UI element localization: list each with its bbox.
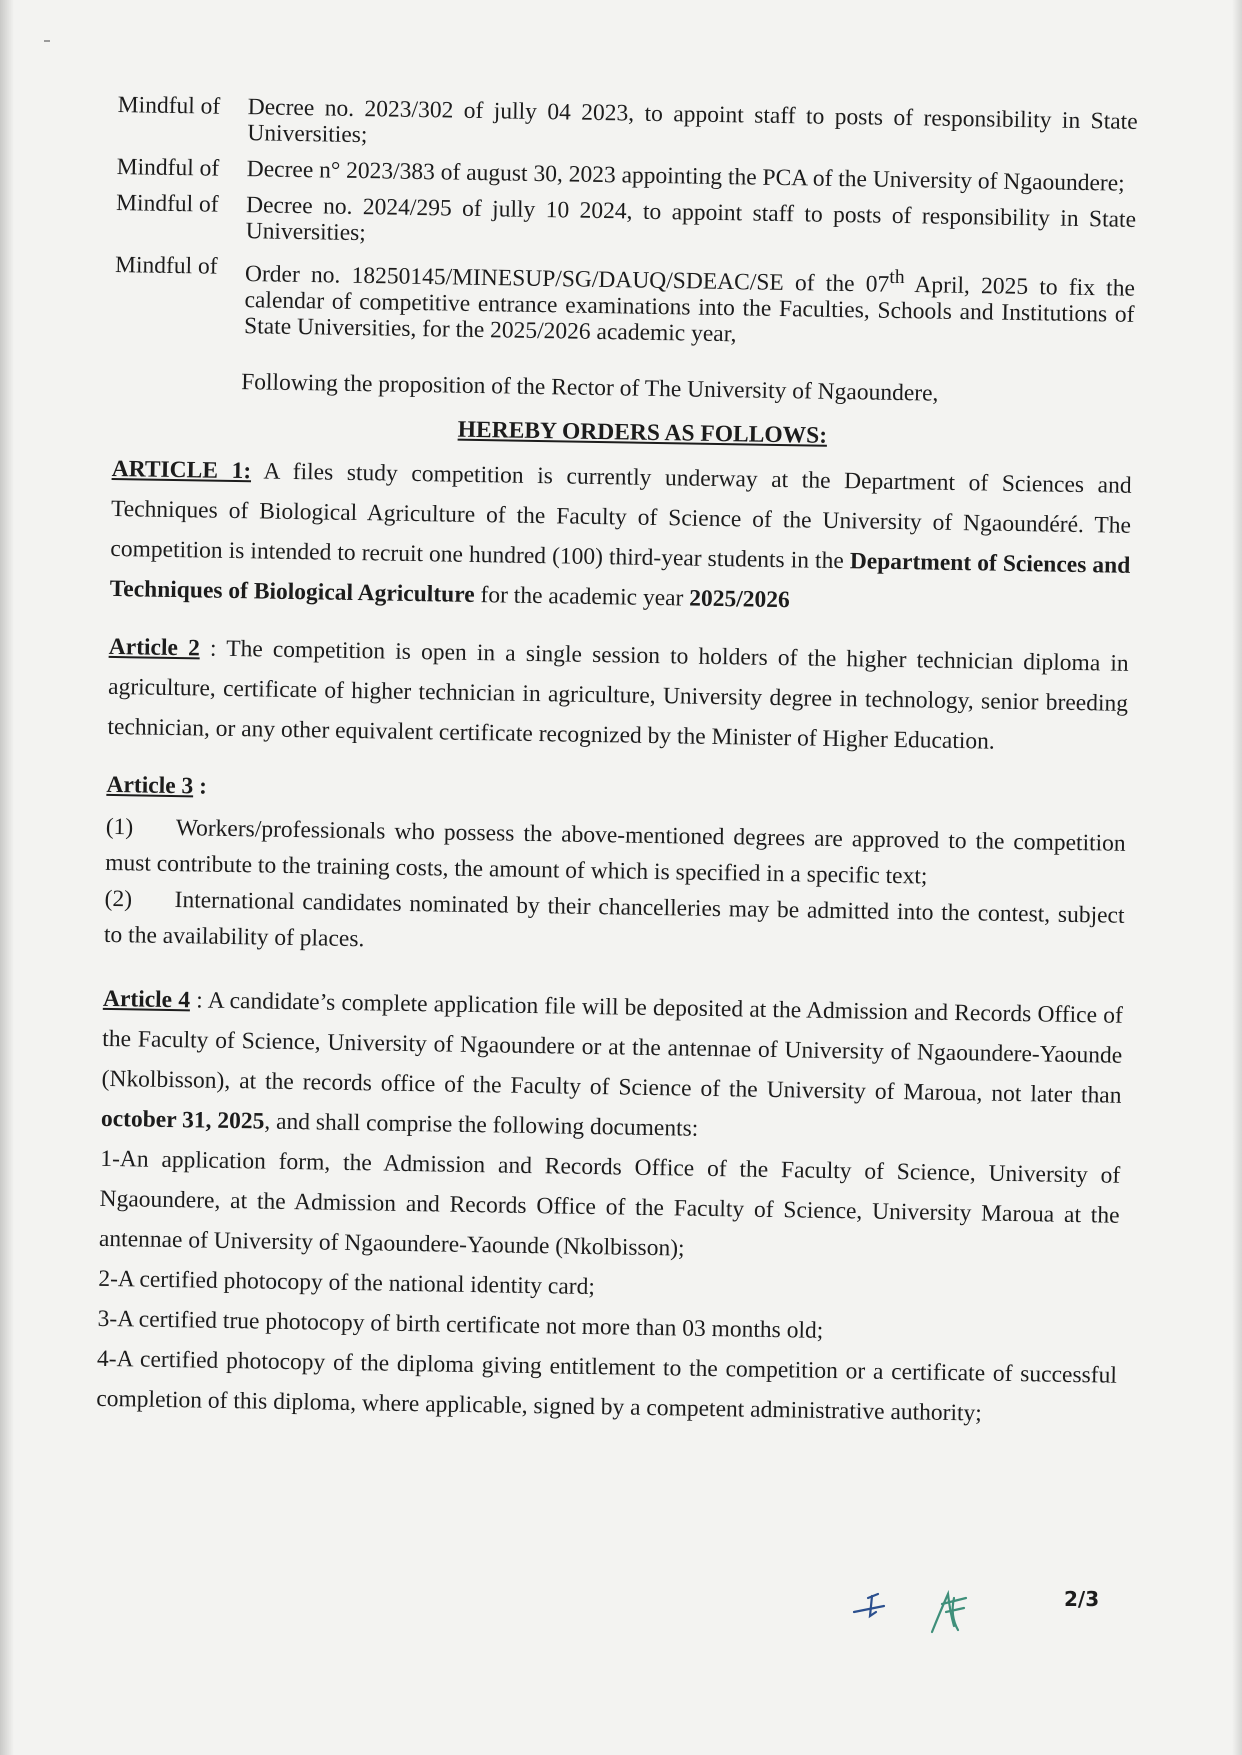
article-1 (109, 449, 1132, 626)
mindful-label: Mindful of (114, 251, 218, 280)
signature-mark-1 (854, 1594, 884, 1616)
article-3-label: Article 3 (106, 771, 194, 800)
article-2-text: : The competition is open in a single session to holders of the higher technician diploma in agriculture, certificate of higher technician in agriculture, University degree in technology, senior breeding technician, or any other equivalent certificate recognized by the Minister of Higher Education. (107, 635, 1129, 755)
scan-edge-left (0, 0, 14, 1755)
article-4-text-cont: , and shall comprise the following documents: (264, 1108, 699, 1142)
item-text: International candidates nominated by their chancelleries may be admitted into the contest, subject to the availability of places. (103, 886, 1125, 953)
article-2 (107, 627, 1129, 764)
scan-edge-right (1232, 0, 1242, 1755)
document-body (96, 92, 1138, 1436)
order-text-cont: April, 2025 to fix the calendar of competitive entrance examinations into the Faculties, Schools and Institutions of State Universities, for the 2025/2026 academic year, (243, 271, 1136, 348)
mindful-clause (117, 154, 1137, 197)
article-4 (101, 979, 1124, 1156)
article-4-text: : A candidate’s complete application file will be deposited at the Admission and Records Office of the Faculty of Science, University of Ngaoundere or at the antennae of University of Ngaoundere-Yaounde (Nkolbisson), at the records office of the Faculty of Science of the University of Maroua, not later than (101, 987, 1124, 1109)
scan-mark (44, 40, 50, 42)
mindful-label: Mindful of (115, 189, 219, 218)
document-list-item: 1-An application form, the Admission and Records Office of the Faculty of Science, University of Ngaoundere, at the Admission and Records Office of the Faculty of Science, University Maroua at the antennae of University of Ngaoundere-Yaounde (Nkolbisson); (98, 1145, 1121, 1262)
mindful-text (244, 254, 1135, 354)
article-1-year: 2025/2026 (689, 585, 790, 614)
order-text: Order no. 18250145/MINESUP/SG/DAUQ/SDEAC/SE of the 07 (244, 260, 890, 298)
following-statement: Following the proposition of the Rector of The University of Ngaoundere, (240, 368, 939, 407)
signature-mark-2 (932, 1594, 966, 1632)
item-number: (2) (104, 885, 133, 913)
article-1-label: ARTICLE 1: (111, 455, 252, 485)
article-2-label: Article 2 (108, 633, 201, 662)
document-list-item: 4-A certified photocopy of the diploma giving entitlement to the competition or a certificate of successful completion of this diploma, where applicable, signed by a competent administrative authority; (96, 1345, 1118, 1427)
article-4-label: Article 4 (102, 985, 191, 1014)
article-1-text-cont: for the academic year (474, 581, 690, 612)
document-list-item: 3-A certified true photocopy of birth certificate not more than 03 months old; (97, 1305, 824, 1344)
initials-signatures (850, 1582, 1010, 1642)
article-4-deadline: october 31, 2025 (100, 1105, 265, 1135)
orders-heading: HEREBY ORDERS AS FOLLOWS: (457, 416, 828, 449)
article-3-colon: : (193, 773, 208, 800)
mindful-text: Decree no. 2024/295 of jully 10 2024, to appoint staff to posts of responsibility in State Universities; (245, 192, 1137, 247)
document-list-item: 2-A certified photocopy of the national identity card; (98, 1265, 596, 1300)
mindful-label: Mindful of (116, 153, 220, 182)
mindful-clause (114, 252, 1135, 354)
item-text: Workers/professionals who possess the above-mentioned degrees are approved to the competition must contribute to the training costs, the amount of which is specified in a specific text; (105, 814, 1126, 890)
mindful-text: Decree n° 2023/383 of august 30, 2023 appointing the PCA of the University of Ngaoundere; (246, 156, 1125, 197)
mindful-label: Mindful of (117, 92, 221, 120)
mindful-clause (116, 190, 1137, 259)
mindful-clause (117, 92, 1138, 161)
page-number: 2/3 (1064, 1587, 1100, 1611)
article-1-department: Department of Sciences and Techniques of Biological Agriculture (109, 548, 1131, 608)
article-1-text: A files study competition is currently underway at the Department of Sciences and Techniques of Biological Agriculture of the Faculty of Science of the University of Ngaoundéré. The competition is intended to recruit one hundred (100) third-year students in the (110, 458, 1132, 575)
superscript: th (889, 266, 905, 289)
item-number: (1) (105, 813, 134, 841)
mindful-text: Decree no. 2023/302 of jully 04 2023, to appoint staff to posts of responsibility in State Universities; (247, 94, 1138, 149)
